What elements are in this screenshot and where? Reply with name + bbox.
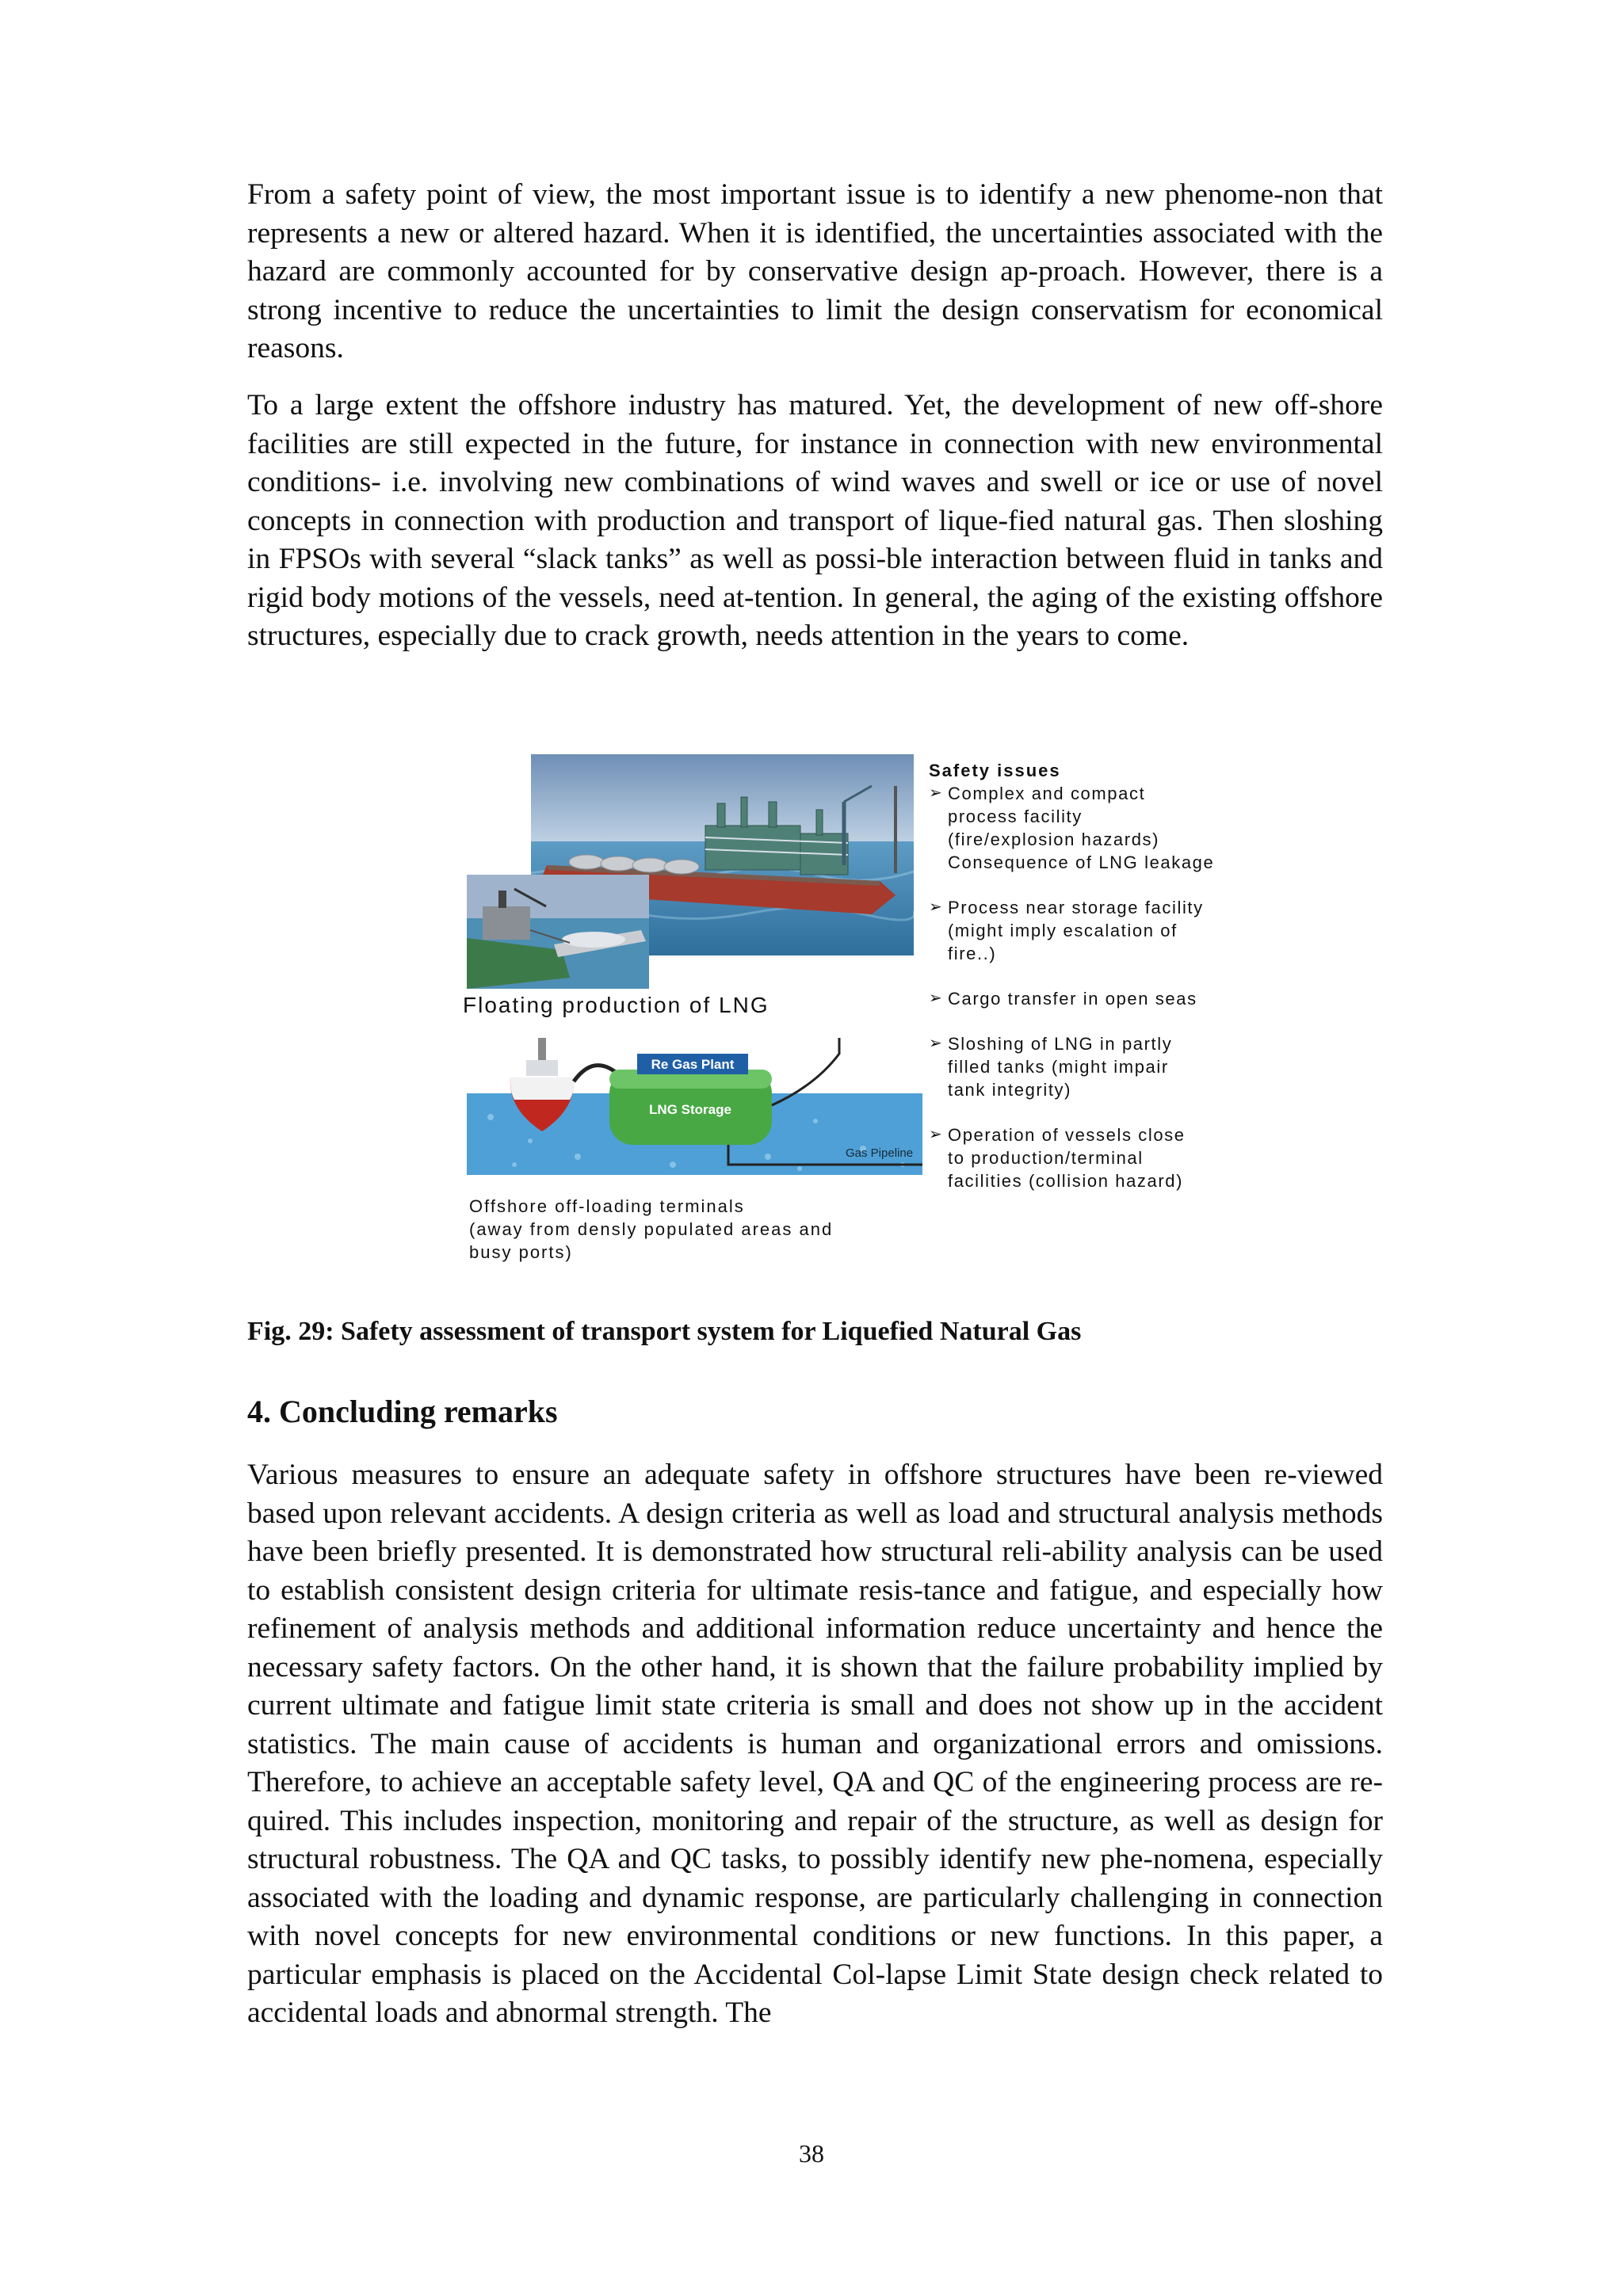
carrier-vessel-image <box>467 875 649 989</box>
offshore-label-line: (away from densly populated areas and <box>469 1219 834 1239</box>
gas-pipeline-label: Gas Pipeline <box>846 1146 914 1160</box>
offshore-label-line: busy ports) <box>469 1242 573 1262</box>
issue-line: process facility <box>948 807 1083 826</box>
figure-caption: Fig. 29: Safety assessment of transport system for Liquefied Natural Gas <box>247 1317 1082 1346</box>
safety-issue-item <box>929 782 1270 874</box>
arrow-bullet-icon: ➢ <box>929 784 944 802</box>
safety-issue-item <box>929 1032 1270 1101</box>
safety-issue-item <box>929 896 1270 965</box>
arrow-bullet-icon: ➢ <box>929 898 944 916</box>
issue-line: Cargo transfer in open seas <box>948 989 1197 1009</box>
issue-line: fire..) <box>948 944 997 963</box>
safety-issue-item <box>929 987 1270 1010</box>
lng-storage-label: LNG Storage <box>649 1102 731 1117</box>
issue-line: (might imply escalation of <box>948 921 1178 940</box>
issue-line: facilities (collision hazard) <box>948 1171 1184 1191</box>
page-number: 38 <box>799 2139 824 2168</box>
offshore-terminals-label <box>469 1195 833 1264</box>
floating-production-label: Floating production of LNG <box>463 993 769 1017</box>
issue-line: (fire/explosion hazards) <box>948 830 1160 849</box>
safety-issue-item <box>929 1123 1270 1192</box>
issue-line: Process near storage facility <box>948 898 1204 917</box>
arrow-bullet-icon: ➢ <box>929 1035 944 1052</box>
issue-line: filled tanks (might impair <box>948 1057 1169 1077</box>
issue-line: Complex and compact <box>948 784 1146 803</box>
arrow-bullet-icon: ➢ <box>929 1126 944 1143</box>
offloading-terminal-image <box>467 1038 922 1175</box>
issue-line: Operation of vessels close <box>948 1125 1186 1145</box>
safety-issues-list <box>929 759 1270 1192</box>
issue-line: tank integrity) <box>948 1080 1072 1100</box>
safety-issues-title: Safety issues <box>929 761 1061 780</box>
section-heading: 4. Concluding remarks <box>247 1394 558 1429</box>
re-gas-plant-label: Re Gas Plant <box>651 1057 735 1072</box>
body-paragraph: To a large extent the offshore industry has matured. Yet, the development of new off-shore facilities are still expected in the future, for instance in connection with new environmental conditions- i.e. involving new combinations of wind waves and swell or ice or use of novel concepts in connection with production and transport of lique-fied natural gas. Then sloshing in FPSOs with several “slack tanks” as well as possi-ble interaction between fluid in tanks and rigid body motions of the vessels, need at-tention. In general, the aging of the existing offshore structures, especially due to crack growth, needs attention in the years to come. <box>247 389 1383 652</box>
issue-line: Sloshing of LNG in partly <box>948 1034 1173 1054</box>
issue-line: Consequence of LNG leakage <box>948 852 1215 872</box>
arrow-bullet-icon: ➢ <box>929 990 944 1007</box>
issue-line: to production/terminal <box>948 1148 1144 1168</box>
body-paragraph: Various measures to ensure an adequate safety in offshore structures have been re-viewed based upon relevant accidents. A design criteria as well as load and structural analysis methods have been briefly presented. It is demonstrated how structural reli-ability analysis can be used to establish consistent design criteria for ultimate resis-tance and fatigue, and especially how refinement of analysis methods and additional information reduce uncertainty and hence the necessary safety factors. On the other hand, it is shown that the failure probability implied by current ultimate and fatigue limit state criteria is small and does not show up in the accident statistics. The main cause of accidents is human and organizational errors and omissions. Therefore, to achieve an acceptable safety level, QA and QC of the engineering process are re-quired. This includes inspection, monitoring and repair of the structure, as well as design for structural robustness. The QA and QC tasks, to possibly identify new phe-nomena, especially associated with the loading and dynamic response, are particularly challenging in connection with novel concepts for new environmental conditions or new functions. In this paper, a particular emphasis is placed on the Accidental Col-lapse Limit State design check related to accidental loads and abnormal strength. The <box>247 1459 1383 2029</box>
offshore-label-line: Offshore off-loading terminals <box>469 1196 745 1216</box>
body-paragraph: From a safety point of view, the most important issue is to identify a new phenome-non that represents a new or altered hazard. When it is identified, the uncertainties associated with the hazard are commonly accounted for by conservative design ap-proach. However, there is a strong incentive to reduce the uncertainties to limit the design conservatism for economical reasons. <box>247 178 1383 364</box>
